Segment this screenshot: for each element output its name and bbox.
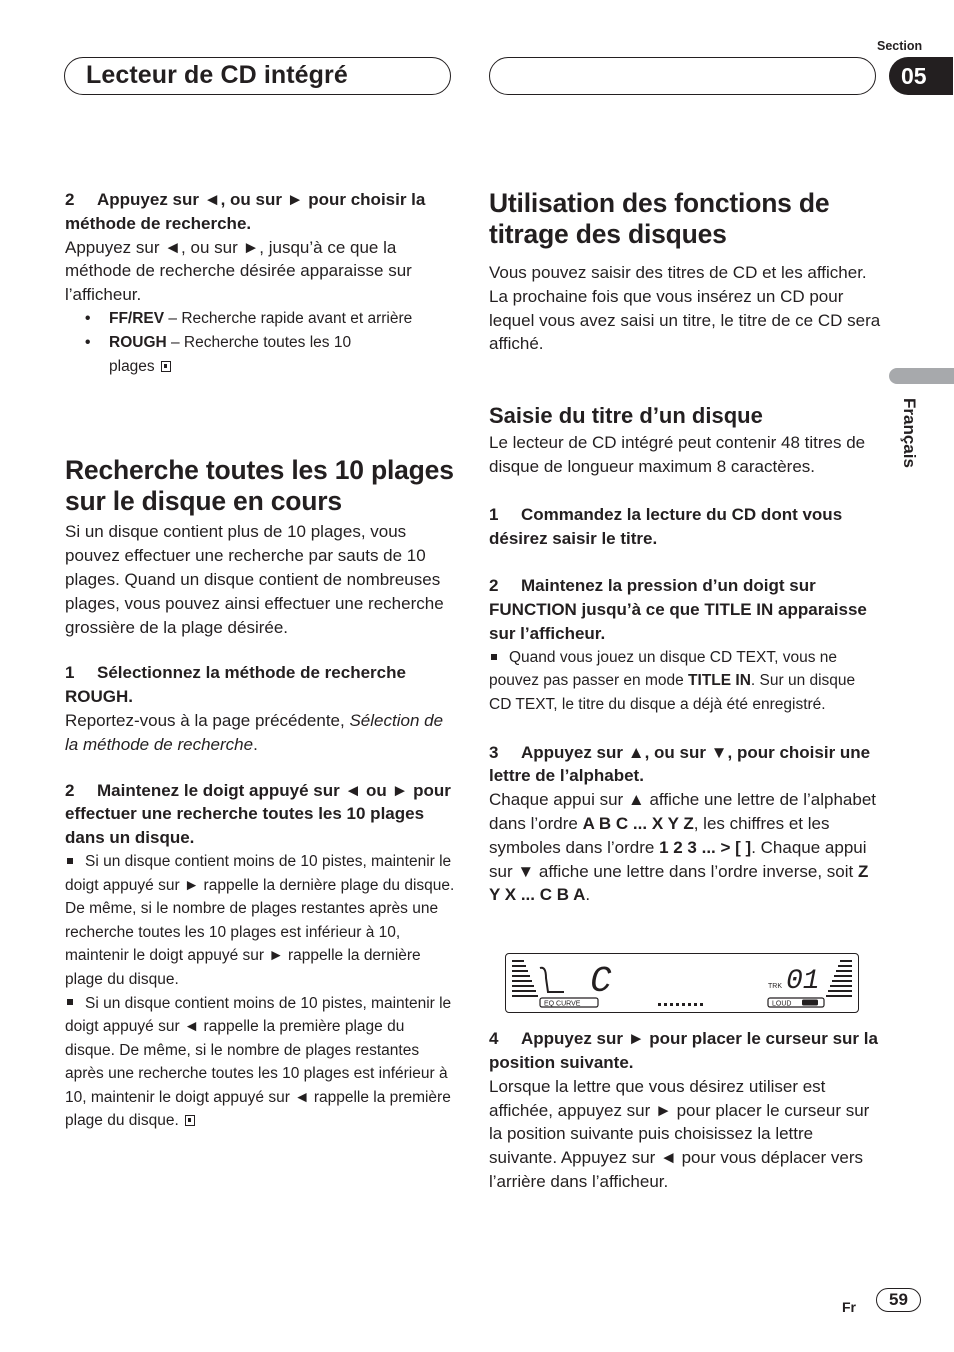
list-text: – Recherche rapide avant et arrière [164, 309, 413, 327]
eq-curve-label: EQ CURVE [544, 1000, 581, 1008]
trk-label: TRK [768, 983, 782, 990]
right-column [489, 188, 881, 1194]
list-item [65, 331, 399, 379]
subsection-heading: Saisie du titre d’un disque [489, 403, 763, 429]
step-title: Appuyez sur ▲, ou sur ▼, pour choisir une lettre de l’alphabet. [489, 742, 871, 786]
step-body-bold: Z Y X ... C B A [489, 861, 869, 905]
note-square-icon [67, 999, 73, 1005]
note [489, 646, 881, 717]
step-heading [489, 574, 881, 645]
step-number: 3 [489, 742, 499, 762]
note-square-icon [67, 858, 73, 864]
end-mark-icon [161, 361, 171, 372]
step-body-text: Reportez-vous à la page précédente, [65, 710, 350, 730]
step-body-bold: 1 2 3 ... > [ ] [659, 837, 752, 857]
step-body-text: . [253, 734, 258, 754]
note-text: . Sur un disque CD TEXT, le titre du disque a déjà été enregistré. [489, 672, 856, 713]
cross-reference-link: Sélection de la méthode de recherche [65, 710, 444, 754]
step-body-text: . [585, 885, 591, 905]
mode-list [65, 307, 455, 378]
footer-language-code: Fr [842, 1299, 856, 1315]
lcd-character: C [590, 961, 612, 1002]
step-body-text: , les chiffres et les symboles dans l’ordre [489, 813, 830, 857]
step-number: 2 [65, 780, 75, 800]
step-title: Sélectionnez la méthode de recherche ROUGH. [65, 663, 406, 707]
note-text-bold: TITLE IN [688, 672, 751, 690]
step-heading [65, 188, 455, 236]
step-body: Lorsque la lettre que vous désirez utiliser est affichée, appuyez sur ► pour placer le curseur sur la position suivante puis choisissez la lettre suivante. Appuyez sur ◄ pour vous déplacer vers l’arrière dans l’afficheur. [489, 1076, 870, 1191]
step-number: 1 [65, 663, 75, 683]
section-label: Section [877, 39, 923, 53]
end-mark-icon [185, 1115, 195, 1126]
header-blank-frame [489, 57, 876, 95]
section-intro: Vous pouvez saisir des titres de CD et les afficher. La prochaine fois que vous insérez un CD pour lequel vous avez saisi un titre, le titre de ce CD sera affiché. [489, 263, 881, 354]
step-body [65, 709, 455, 757]
step-number: 1 [489, 504, 499, 524]
step-body-text: Chaque appui sur ▲ affiche une lettre de l’alphabet dans l’ordre [489, 790, 876, 833]
step-number: 2 [489, 576, 499, 596]
page-number: 59 [876, 1288, 921, 1312]
step-heading [65, 779, 455, 850]
step-body [489, 788, 881, 907]
step-title: Appuyez sur ◄, ou sur ► pour choisir la méthode de recherche. [65, 190, 426, 233]
lcd-display-illustration [505, 953, 859, 1013]
note-square-icon [491, 654, 497, 660]
step-heading [489, 1027, 881, 1075]
step-body-bold: A B C ... X Y Z [582, 813, 694, 833]
note [65, 992, 455, 1134]
step-body-text: . Chaque appui sur ▼ affiche une lettre dans l’ordre inverse, soit [489, 837, 867, 881]
step-number: 4 [489, 1029, 499, 1049]
language-tab-marker [889, 368, 954, 384]
language-label: Français [900, 398, 919, 468]
loud-label: LOUD [772, 1000, 792, 1008]
step-title: Commandez la lecture du CD dont vous désirez saisir le titre. [489, 504, 843, 548]
note-text: Si un disque contient moins de 10 pistes, maintenir le doigt appuyé sur ► rappelle la dernière plage du disque. De même, si le nombre de plages restantes après une recherche toutes les 10 plages est inférieur à 10, maintenir le doigt appuyé sur ► rappelle la dernière plage du disque. [65, 852, 455, 988]
note [65, 850, 455, 992]
step-title: Maintenez la pression d’un doigt sur FUNCTION jusqu’à ce que TITLE IN apparaisse sur l’afficheur. [489, 576, 867, 643]
step-heading [489, 741, 881, 789]
step-body: Appuyez sur ◄, ou sur ►, jusqu’à ce que la méthode de recherche désirée apparaisse sur l’afficheur. [65, 237, 412, 305]
section-number-badge: 05 [889, 57, 953, 95]
note-text: Quand vous jouez un disque CD TEXT, vous ne pouvez pas passer en mode [489, 648, 837, 690]
note-text: Si un disque contient moins de 10 pistes, maintenir le doigt appuyé sur ◄ rappelle la première plage du disque. De même, si le nombre de plages restantes après une recherche toutes les 10 plages est inférieur à 10, maintenir le doigt appuyé sur ◄ rappelle la première plage du disque. [65, 994, 452, 1130]
left-column [65, 188, 455, 1133]
list-key: FF/REV [109, 309, 165, 327]
list-key: ROUGH [109, 333, 167, 351]
step-heading [65, 661, 455, 709]
step-title: Maintenez le doigt appuyé sur ◄ ou ► pour effectuer une recherche toutes les 10 plages dans un disque. [65, 780, 451, 848]
section-heading: Recherche toutes les 10 plages sur le disque en cours [65, 455, 454, 517]
section-intro: Si un disque contient plus de 10 plages, vous pouvez effectuer une recherche par sauts de 10 plages. Quand un disque contient de nombreuses plages, vous pouvez ainsi effectuer une recherche grossière de la plage désirée. [65, 522, 444, 637]
lcd-display-graphic [506, 954, 858, 1012]
list-text: – Recherche toutes les 10 plages [109, 333, 352, 375]
step-title: Appuyez sur ► pour placer le curseur sur la position suivante. [489, 1029, 878, 1072]
list-item [65, 307, 455, 331]
step-heading [489, 503, 881, 551]
subsection-intro: Le lecteur de CD intégré peut contenir 48 titres de disque de longueur maximum 8 caractères. [489, 433, 866, 476]
track-number: 01 [786, 966, 820, 997]
step-number: 2 [65, 190, 75, 209]
section-heading: Utilisation des fonctions de titrage des disques [489, 188, 830, 249]
page-title: Lecteur de CD intégré [86, 61, 348, 89]
